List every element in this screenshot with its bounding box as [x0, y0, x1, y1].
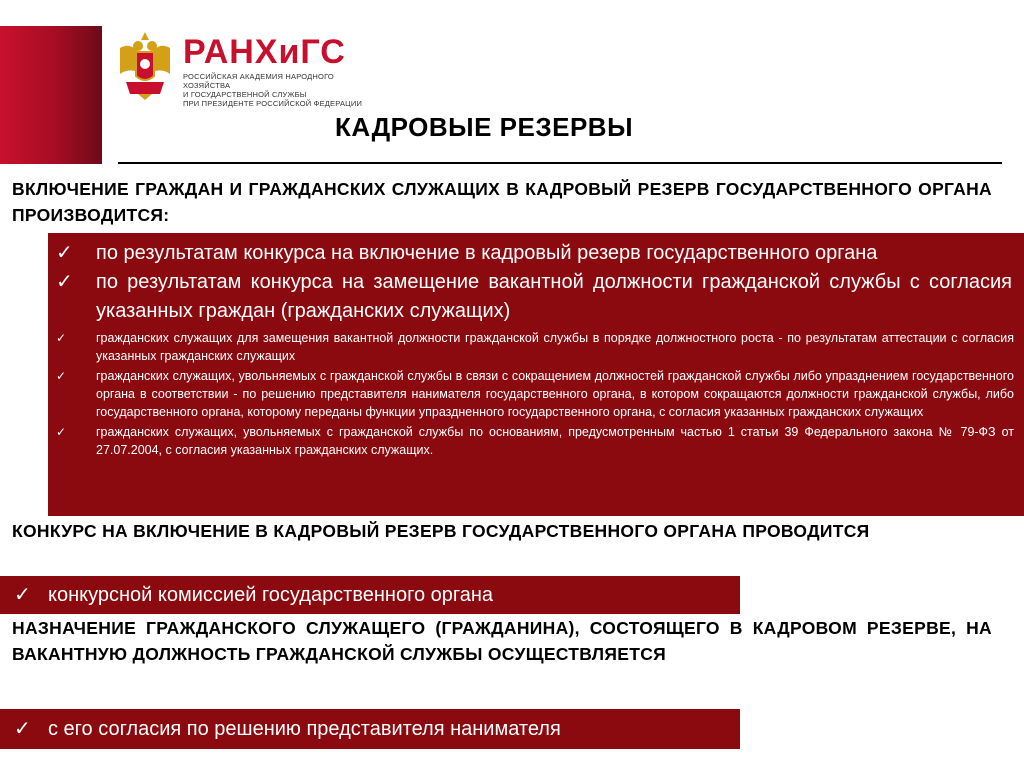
decorative-red-bar: [0, 26, 102, 164]
section1-box: [48, 233, 1024, 516]
logo-subtitle-line: РОССИЙСКАЯ АКАДЕМИЯ НАРОДНОГО ХОЗЯЙСТВА: [183, 72, 334, 90]
list-item-text: по результатам конкурса на замещение вакантной должности гражданской службы с согласия указанных граждан (гражданских служащих): [96, 271, 1012, 322]
logo-subtitle-line: ПРИ ПРЕЗИДЕНТЕ РОССИЙСКОЙ ФЕДЕРАЦИИ: [183, 99, 363, 108]
list-item: [48, 239, 1024, 268]
list-item-text: конкурсной комиссией государственного органа: [48, 584, 494, 606]
logo-brand-text: РАНХиГС: [183, 33, 346, 71]
checkmark-icon: ✓: [14, 718, 31, 740]
list-item-text: гражданских служащих для замещения вакантной должности гражданской службы в порядке должностного роста - по результатам аттестации с согласия указанных гражданских служащих: [96, 331, 1014, 363]
list-item-text: по результатам конкурса на включение в кадровый резерв государственного органа: [96, 242, 878, 264]
section3-box: [0, 709, 740, 749]
list-item-text: гражданских служащих, увольняемых с гражданской службы в связи с сокращением должностей гражданской службы либо упразднением государственного органа в соответствии - по решению представителя нанимателя государственного органа, в котором сокращаются должности гражданской службы, либо государственного органа, которому переданы функции упраздненного государственного органа, с согласия указанных гражданских служащих: [96, 369, 1014, 419]
list-item: [48, 329, 1024, 365]
logo-subtitle: [183, 72, 383, 108]
list-item: [48, 268, 1024, 326]
list-item: [0, 576, 740, 614]
section2-box: [0, 576, 740, 614]
section1-heading: ВКЛЮЧЕНИЕ ГРАЖДАН И ГРАЖДАНСКИХ СЛУЖАЩИХ В КАДРОВЫЙ РЕЗЕРВ ГОСУДАРСТВЕННОГО ОРГАНА ПРОИЗВОДИТСЯ:: [12, 179, 992, 225]
logo-subtitle-line: И ГОСУДАРСТВЕННОЙ СЛУЖБЫ: [183, 90, 307, 99]
list-item: [48, 423, 1024, 459]
title-divider: [118, 162, 1002, 164]
checkmark-icon: ✓: [14, 584, 31, 606]
list-item: [48, 367, 1024, 421]
page-title: КАДРОВЫЕ РЕЗЕРВЫ: [335, 112, 634, 142]
checkmark-icon: ✓: [56, 331, 67, 345]
eagle-emblem-icon: [116, 28, 174, 102]
ranepa-logo: [116, 26, 363, 108]
list-item-text: с его согласия по решению представителя нанимателя: [48, 718, 561, 740]
section3-heading: НАЗНАЧЕНИЕ ГРАЖДАНСКОГО СЛУЖАЩЕГО (ГРАЖДАНИНА), СОСТОЯЩЕГО В КАДРОВОМ РЕЗЕРВЕ, НА ВАКАНТНУЮ ДОЛЖНОСТЬ ГРАЖДАНСКОЙ СЛУЖБЫ ОСУЩЕСТВЛЯЕТСЯ: [12, 618, 992, 664]
checkmark-icon: ✓: [56, 271, 73, 293]
section2-heading: КОНКУРС НА ВКЛЮЧЕНИЕ В КАДРОВЫЙ РЕЗЕРВ ГОСУДАРСТВЕННОГО ОРГАНА ПРОВОДИТСЯ: [12, 521, 870, 541]
list-item-text: гражданских служащих, увольняемых с гражданской службы по основаниям, предусмотренным частью 1 статьи 39 Федерального закона № 79-ФЗ от 27.07.2004, с согласия указанных гражданских служащих.: [96, 425, 1014, 457]
checkmark-icon: ✓: [56, 369, 67, 383]
checkmark-icon: ✓: [56, 425, 67, 439]
checkmark-icon: ✓: [56, 242, 73, 264]
list-item: [0, 709, 740, 749]
